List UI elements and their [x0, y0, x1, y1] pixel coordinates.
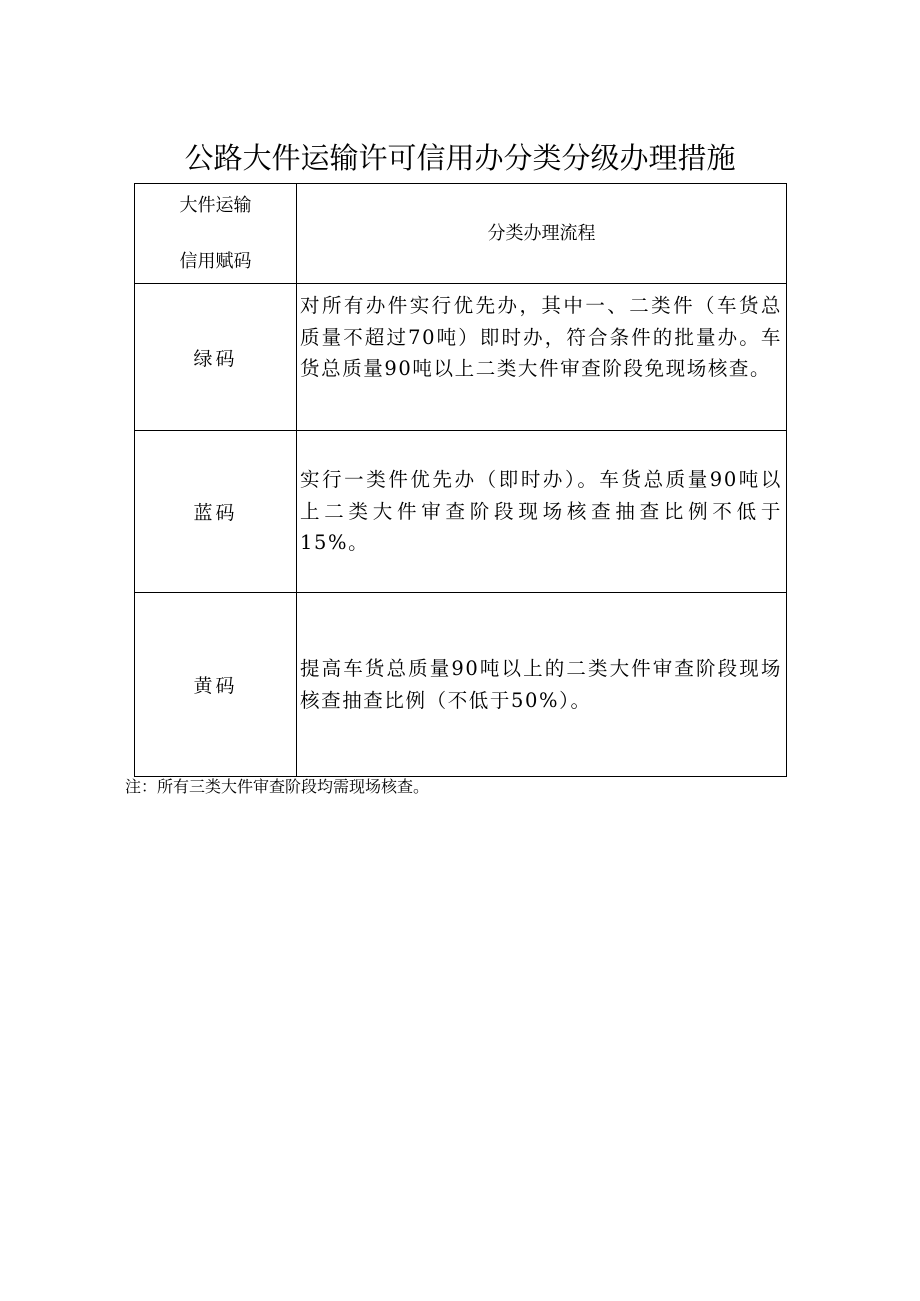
header-credit-code-line1: 大件运输 — [179, 194, 252, 216]
table-header-row — [135, 184, 787, 284]
credit-code-blue: 蓝码 — [135, 431, 297, 593]
process-text-green: 对所有办件实行优先办，其中一、二类件（车货总质量不超过70吨）即时办，符合条件的批量办。车货总质量90吨以上二类大件审查阶段免现场核查。 — [297, 284, 787, 431]
footnote: 注：所有三类大件审查阶段均需现场核查。 — [125, 777, 430, 796]
header-credit-code-line2: 信用赋码 — [179, 250, 252, 272]
credit-code-yellow: 黄码 — [135, 593, 297, 777]
measures-table — [134, 183, 787, 777]
table-row — [135, 593, 787, 777]
document-title: 公路大件运输许可信用办分类分级办理措施 — [184, 141, 736, 175]
process-text-yellow: 提高车货总质量90吨以上的二类大件审查阶段现场核查抽查比例（不低于50%）。 — [297, 593, 787, 777]
process-text-blue: 实行一类件优先办（即时办）。车货总质量90吨以上二类大件审查阶段现场核查抽查比例不低于15%。 — [297, 431, 787, 593]
header-credit-code — [135, 184, 297, 284]
table-row — [135, 431, 787, 593]
credit-code-green: 绿码 — [135, 284, 297, 431]
header-process: 分类办理流程 — [297, 184, 787, 284]
table-row — [135, 284, 787, 431]
